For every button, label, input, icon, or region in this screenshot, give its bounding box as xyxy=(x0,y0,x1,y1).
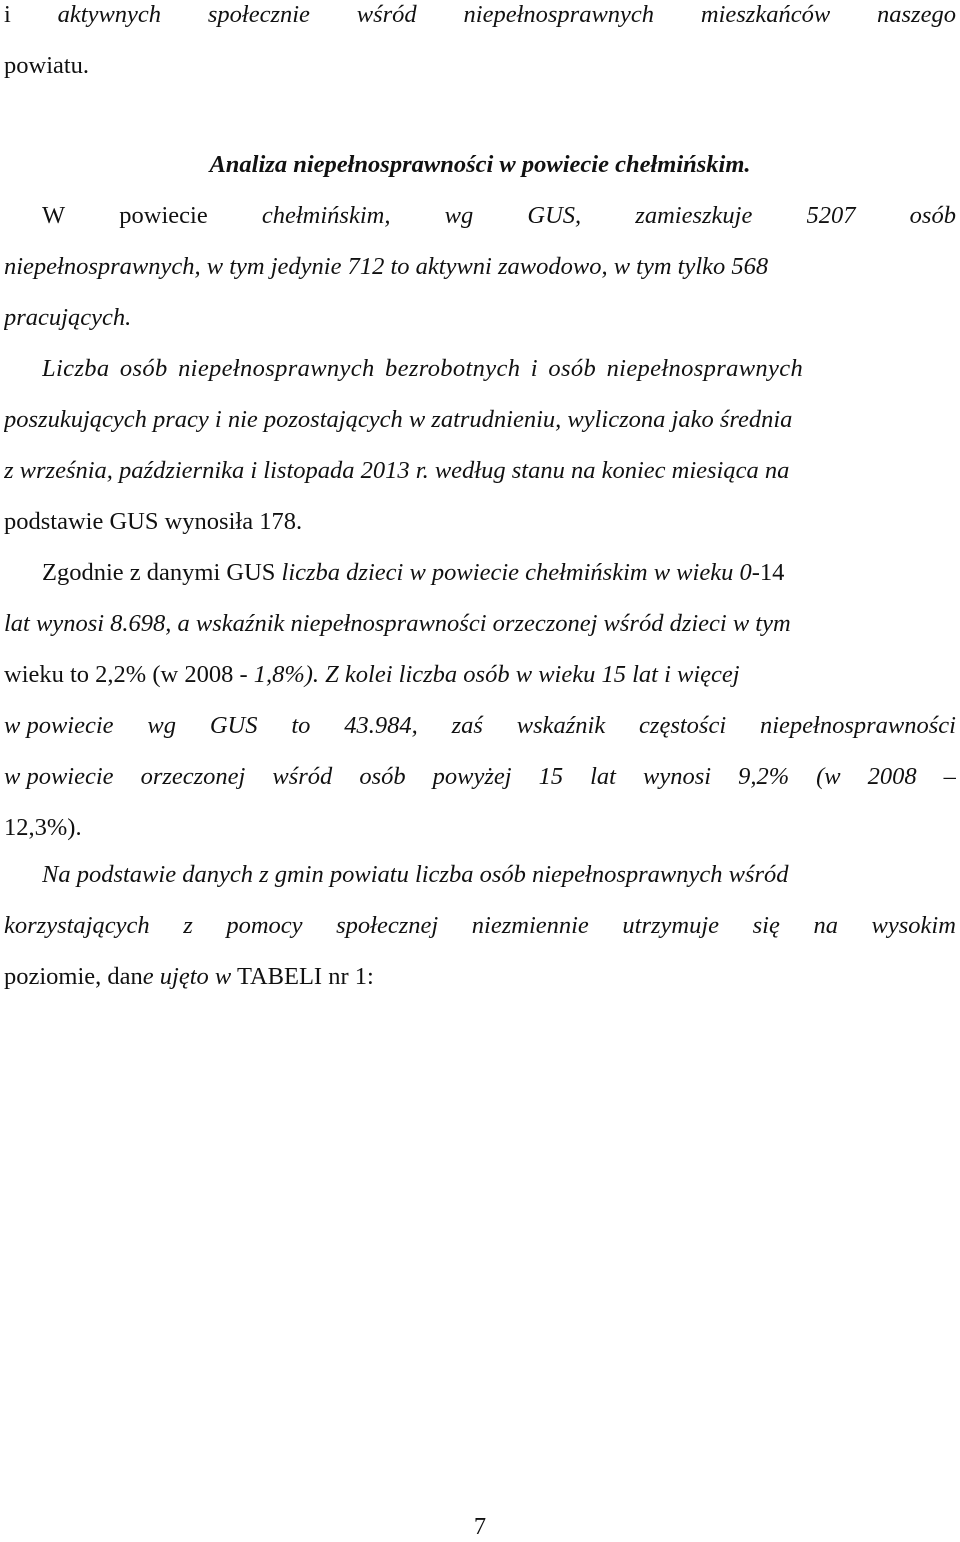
text-line: W powiecie chełmińskim, wg GUS, zamieszkuje 5207 osób xyxy=(42,202,956,229)
text-line: powiatu. xyxy=(4,52,90,79)
text-line: 12,3%). xyxy=(4,814,82,841)
text-line: pracujących. xyxy=(4,304,132,331)
text-line: Liczba osób niepełnosprawnych bezrobotnych i osób niepełnosprawnych xyxy=(42,355,804,382)
text-line: wieku to 2,2% (w 2008 - 1,8%). Z kolei liczba osób w wieku 15 lat i więcej xyxy=(4,661,740,688)
text-line: w powiecie orzeczonej wśród osób powyżej 15 lat wynosi 9,2% (w 2008 – xyxy=(4,763,956,790)
text-line: niepełnosprawnych, w tym jedynie 712 to aktywni zawodowo, w tym tylko 568 xyxy=(4,253,769,280)
text-line: korzystających z pomocy społecznej niezmiennie utrzymuje się na wysokim xyxy=(4,912,956,939)
text-line: lat wynosi 8.698, a wskaźnik niepełnosprawności orzeczonej wśród dzieci w tym xyxy=(4,610,791,637)
text-line: poziomie, dane ujęto w TABELI nr 1: xyxy=(4,963,374,990)
text-line: poszukujących pracy i nie pozostających w zatrudnieniu, wyliczona jako średnia xyxy=(4,406,793,433)
text-line: Na podstawie danych z gmin powiatu liczba osób niepełnosprawnych wśród xyxy=(42,861,789,888)
section-heading: Analiza niepełnosprawności w powiecie chełmińskim. xyxy=(209,151,751,178)
text-line: Zgodnie z danymi GUS liczba dzieci w powiecie chełmińskim w wieku 0-14 xyxy=(42,559,785,586)
text-line: w powiecie wg GUS to 43.984, zaś wskaźnik częstości niepełnosprawności xyxy=(4,712,956,739)
text-line: z września, października i listopada 2013 r. według stanu na koniec miesiąca na xyxy=(4,457,790,484)
text-line: podstawie GUS wynosiła 178. xyxy=(4,508,303,535)
page-number: 7 xyxy=(473,1513,487,1540)
text-line: i aktywnych społecznie wśród niepełnosprawnych mieszkańców naszego xyxy=(4,1,956,28)
